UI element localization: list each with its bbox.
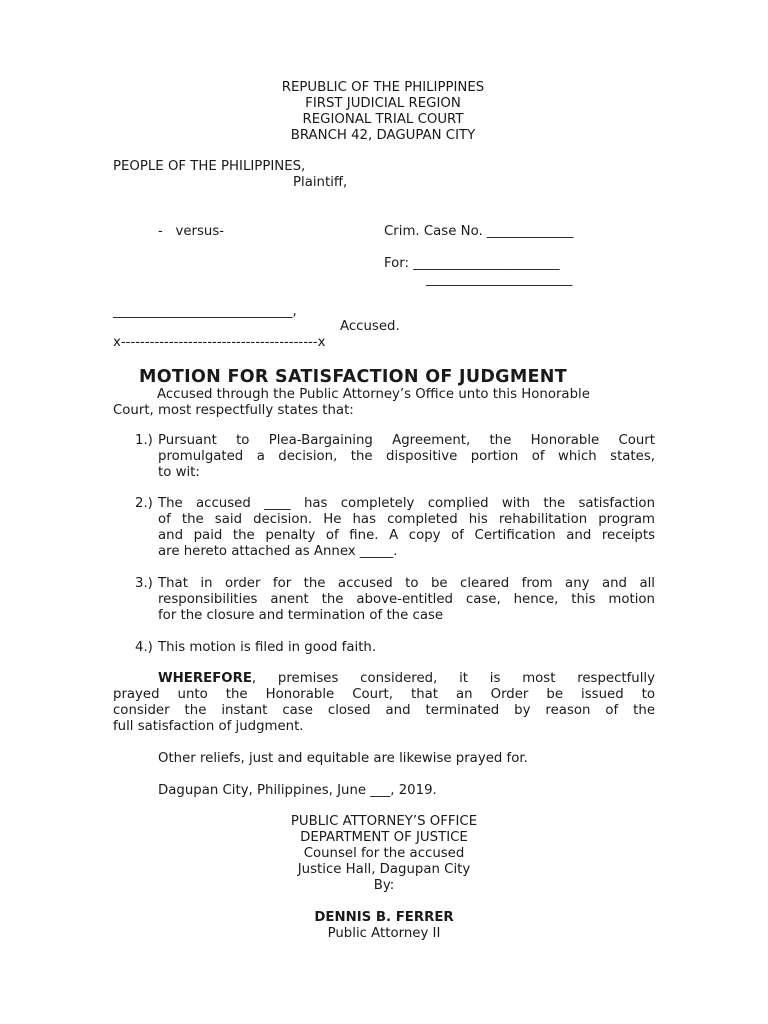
- header-branch: BRANCH 42, DAGUPAN CITY: [290, 128, 476, 143]
- wherefore-line-2: prayed unto the Honorable Court, that an Order be issued to: [113, 687, 655, 702]
- court-header: [0, 80, 767, 144]
- item-line: for the closure and termination of the case: [158, 608, 444, 623]
- item-line: to wit:: [158, 465, 200, 480]
- item-line: The accused ____ has completely complied with the satisfaction: [158, 496, 655, 511]
- document-title: MOTION FOR SATISFACTION OF JUDGMENT: [139, 367, 567, 387]
- signature-position: Public Attorney II: [327, 926, 441, 941]
- caption-separator: x-----------------------------------------x: [113, 335, 326, 350]
- item-number: 4.): [135, 640, 153, 655]
- accused-role: Accused.: [340, 319, 400, 334]
- item-line: That in order for the accused to be cleared from any and all: [158, 576, 655, 591]
- intro-line-2: Court, most respectfully states that:: [113, 403, 354, 418]
- item-line: Pursuant to Plea-Bargaining Agreement, the Honorable Court: [158, 433, 655, 448]
- header-republic: REPUBLIC OF THE PHILIPPINES: [281, 80, 485, 95]
- item-line: of the said decision. He has completed his rehabilitation program: [158, 512, 655, 527]
- header-court: REGIONAL TRIAL COURT: [302, 112, 464, 127]
- wherefore-line-1-rest: , premises considered, it is most respectfully: [251, 671, 655, 686]
- intro-line-1: Accused through the Public Attorney’s Office unto this Honorable: [157, 387, 590, 402]
- signature-block: [0, 814, 768, 942]
- item-line: are hereto attached as Annex _____.: [158, 544, 398, 559]
- other-reliefs: Other reliefs, just and equitable are likewise prayed for.: [158, 751, 528, 766]
- signature-name: DENNIS B. FERRER: [314, 910, 454, 925]
- header-region: FIRST JUDICIAL REGION: [305, 96, 461, 111]
- item-number: 1.): [135, 433, 153, 448]
- wherefore-line-1: [158, 671, 655, 687]
- signature-counsel: Counsel for the accused: [303, 846, 465, 861]
- for-line-2: ______________________: [426, 272, 573, 287]
- wherefore-lead: WHEREFORE: [158, 671, 252, 686]
- versus-label: - versus-: [158, 224, 225, 239]
- item-line: promulgated a decision, the dispositive portion of which states,: [158, 449, 655, 464]
- signature-by: By:: [373, 878, 395, 893]
- plaintiff-role: Plaintiff,: [293, 175, 348, 190]
- wherefore-line-3: consider the instant case closed and terminated by reason of the: [113, 703, 655, 718]
- plaintiff-name: PEOPLE OF THE PHILIPPINES,: [113, 159, 306, 174]
- signature-department: DEPARTMENT OF JUSTICE: [300, 830, 468, 845]
- signature-address: Justice Hall, Dagupan City: [297, 862, 471, 877]
- item-number: 2.): [135, 496, 153, 511]
- case-number-line: Crim. Case No. _____________: [384, 224, 574, 239]
- signature-spacer: [0, 894, 768, 910]
- item-line: responsibilities anent the above-entitled case, hence, this motion: [158, 592, 655, 607]
- item-line: and paid the penalty of fine. A copy of Certification and receipts: [158, 528, 655, 543]
- accused-name-blank: ___________________________,: [113, 304, 297, 319]
- item-number: 3.): [135, 576, 153, 591]
- signature-office: PUBLIC ATTORNEY’S OFFICE: [290, 814, 478, 829]
- item-line: This motion is filed in good faith.: [158, 640, 377, 655]
- wherefore-line-4: full satisfaction of judgment.: [113, 719, 304, 734]
- date-line: Dagupan City, Philippines, June ___, 2019.: [158, 783, 437, 798]
- for-line-1: For: ______________________: [384, 256, 560, 271]
